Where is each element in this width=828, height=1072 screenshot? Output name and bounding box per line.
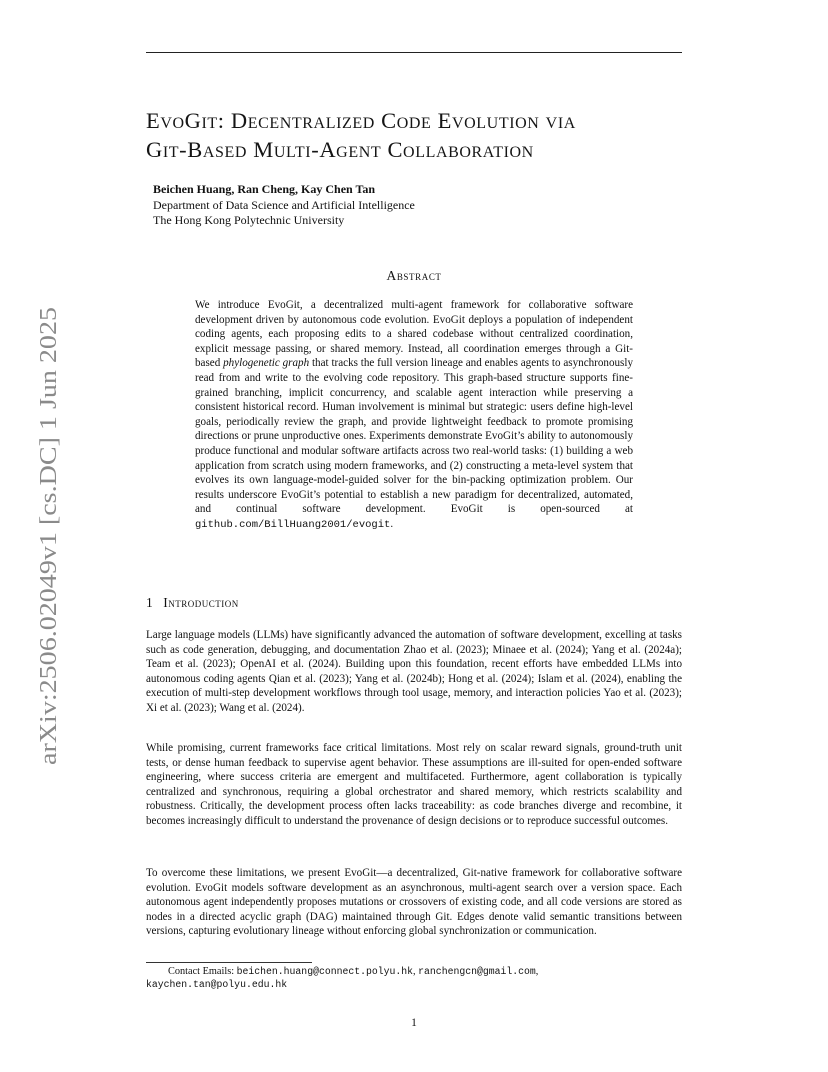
affiliation-department: Department of Data Science and Artificial Intelligence <box>153 197 415 212</box>
title-line-2: Git-Based Multi-Agent Collaboration <box>146 137 534 162</box>
abstract-heading: Abstract <box>386 268 442 283</box>
abstract-body <box>195 298 633 533</box>
paper-title <box>146 106 686 164</box>
section-heading-introduction <box>146 595 239 611</box>
email-rancheng[interactable]: ranchengcn@gmail.com <box>418 966 536 977</box>
section-number: 1 <box>146 595 154 610</box>
abstract-text-end: . <box>390 517 394 530</box>
author-block <box>153 182 673 229</box>
footnote-separator: , <box>413 966 419 977</box>
intro-paragraph-2: While promising, current frameworks face critical limitations. Most rely on scalar reward signals, ground-truth unit tests, or dense human feedback to supervise agent behavior. These assumptions are ill-suited for open-ended software engineering, where success criteria are emergent and multifaceted. Furthermore, agent collaboration is typically centralized and synchronous, requiring a global orchestrator and shared memory, which restricts scalability and robustness. Critically, the development process often lacks traceability: as code branches diverge and recombine, it becomes increasingly difficult to understand the provenance of design decisions or to reproduce successful outcomes. <box>146 742 682 827</box>
affiliation-university: The Hong Kong Polytechnic University <box>153 213 345 227</box>
section-title: Introduction <box>163 595 239 610</box>
abstract-emphasis: phylogenetic graph <box>223 357 310 370</box>
abstract-text-1: We introduce EvoGit, a decentralized multi-agent framework for collaborative software development driven by autonomous code evolution. EvoGit deploys a population of independent coding agents, each proposing edits to a shared codebase without centralized coordination, explicit message passing, or shared memory. Instead, all coordination emerges through a Git-based <box>195 299 633 370</box>
abstract-text-2: that tracks the full version lineage and enables agents to asynchronously read from and write to the evolving code repository. This graph-based structure supports fine-grained branching, implicit concurrency, and scalable agent interaction while preserving a consistent historical record. Human involvement is minimal but strategic: users define high-level goals, periodically review the graph, and provide lightweight feedback to promote promising directions or prune unproductive ones. Experiments demonstrate EvoGit’s ability to autonomously produce functional and modular software artifacts across two real-world tasks: (1) building a web application from scratch using modern frameworks, and (2) constructing a meta-level system that evolves its own language-model-guided solver for the bin-packing optimization problem. Our results underscore EvoGit’s potential to establish a new paradigm for decentralized, automated, and continual software development. EvoGit is open-sourced at <box>195 357 633 516</box>
email-kaychen[interactable]: kaychen.tan@polyu.edu.hk <box>146 979 288 991</box>
repo-link[interactable]: github.com/BillHuang2001/evogit <box>195 518 391 531</box>
arxiv-identifier-text: arXiv:2506.02049v1 [cs.DC] 1 Jun 2025 <box>36 373 62 765</box>
footnote-rule <box>146 962 312 963</box>
top-rule <box>146 52 682 53</box>
footnote <box>146 965 686 991</box>
email-beichen[interactable]: beichen.huang@connect.polyu.hk <box>236 966 414 977</box>
intro-paragraph-1: Large language models (LLMs) have significantly advanced the automation of software development, excelling at tasks such as code generation, debugging, and documentation Zhao et al. (2023); Minaee et al. (2024); Yang et al. (2024a); Team et al. (2023); OpenAI et al. (2024). Building upon this foundation, recent efforts have embedded LLMs into autonomous coding agents Qian et al. (2023); Yang et al. (2024b); Hong et al. (2024); Islam et al. (2024), enabling the execution of multi-step development workflows through tool usage, memory, and interaction policies Yao et al. (2023); Xi et al. (2023); Wang et al. (2024). <box>146 629 682 714</box>
page-number: 1 <box>411 1017 417 1029</box>
title-line-1: EvoGit: Decentralized Code Evolution via <box>146 108 576 133</box>
footnote-separator: , <box>535 966 539 977</box>
author-names: Beichen Huang, Ran Cheng, Kay Chen Tan <box>153 182 376 196</box>
arxiv-identifier-stamp <box>26 306 66 766</box>
intro-paragraph-3: To overcome these limitations, we present EvoGit—a decentralized, Git-native framework for collaborative software evolution. EvoGit models software development as an asynchronous, multi-agent search over a version space. Each autonomous agent independently proposes mutations or crossovers of existing code, and all code versions are stored as nodes in a directed acyclic graph (DAG) maintained through Git. Edges denote valid semantic transitions between versions, capturing evolutionary lineage without enforcing global synchronization or communication. <box>146 867 682 938</box>
footnote-label: Contact Emails: <box>168 966 237 977</box>
